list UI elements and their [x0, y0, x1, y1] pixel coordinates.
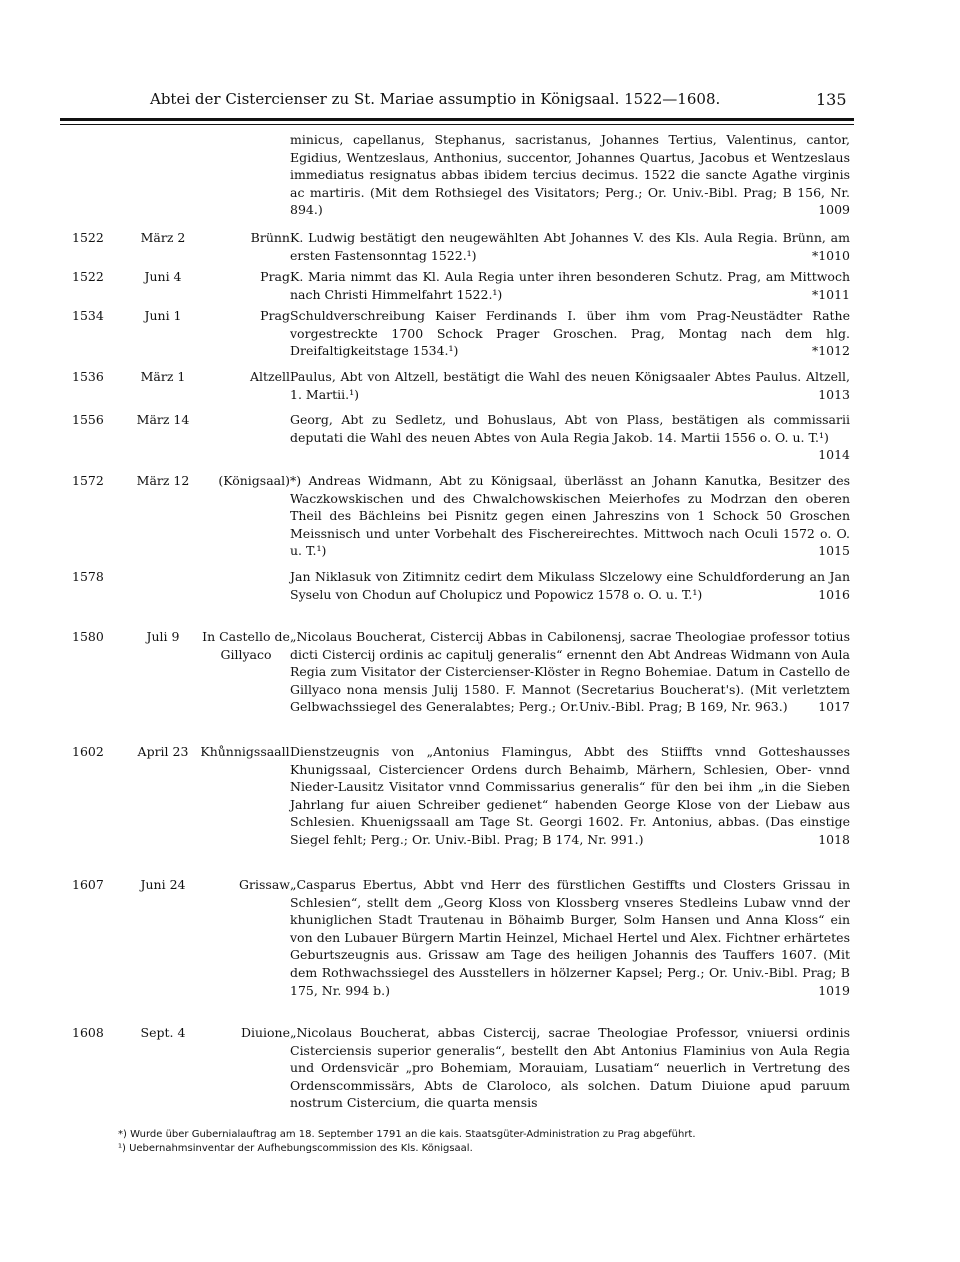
entry-date: April 23 [137, 744, 189, 759]
entry-text: K. Maria nimmt das Kl. Aula Regia unter ihren besonderen Schutz. Prag, am Mittwoch nach Christi Himmelfahrt 1522.¹) *1011 [290, 269, 850, 302]
entry-text: „Nicolaus Boucherat, Cistercij Abbas in Cabilonensj, sacrae Theologiae professor totius dicti Cistercij ordinis ac capitulj generalis“ ernennt den Abt Andreas Widmann von Aula Regia zum Visitator der Cistercienser-Klöster in Regno Bohemiae. Datum in Castello de Gillyaco nona mensis Julij 1580. F. Mannot (Secretarius Boucherat's). (Mit verletztem Gelbwachssiegel des Generalabtes; Perg.; Or.Univ.-Bibl. Prag; B 169, Nr. 963.) 1017 [290, 629, 850, 715]
entry-date: Juni 1 [144, 308, 182, 323]
footnote: *) Wurde über Gubernialauftrag am 18. September 1791 an die kais. Staatsgüter-Administration zu Prag abgeführt. [118, 1129, 696, 1140]
entry-text: „Nicolaus Boucherat, abbas Cistercij, sacrae Theologiae Professor, vniuersi ordinis Cisterciensis superior generalis“, bestellt den Abt Antonius Flaminius von Aula Regia und Ordensvicär „pro Bohemiam, Morauiam, Lusatiam“ neuerlich in Vertretung des Ordenscommissärs, Abts de Claroloco, als solchen. Datum Diuione apud paruum nostrum Cistercium, die quarta mensis [290, 1025, 850, 1111]
entry-number: 1016 [818, 586, 850, 602]
entry-year: 1556 [72, 412, 104, 427]
entry-place: Altzell [249, 369, 290, 384]
entry-number: 1015 [818, 543, 850, 559]
entry-date: Sept. 4 [140, 1025, 186, 1040]
entry-number: 1018 [818, 831, 850, 847]
entry-text: Georg, Abt zu Sedletz, und Bohuslaus, Abt von Plass, bestätigen als commissarii deputati die Wahl des neuen Abtes von Aula Regia Jakob. 14. Martii 1556 o. O. u. T.¹) 1014 [290, 412, 850, 463]
entry-date: März 2 [140, 230, 186, 245]
entry-number: 1009 [818, 202, 850, 218]
entry-year: 1608 [72, 1025, 104, 1040]
entry-text: Schuldverschreibung Kaiser Ferdinands I. über ihm vom Prag-Neustädter Rathe vorgestreckte 1700 Schock Prager Groschen. Prag, Montag nach dem hlg. Dreifaltigkeitstage 1534.¹) *1012 [290, 308, 850, 359]
entry-year: 1572 [72, 473, 104, 488]
entry-date: März 1 [140, 369, 186, 384]
entry-text: Paulus, Abt von Altzell, bestätigt die Wahl des neuen Königsaaler Abtes Paulus. Altzell, 1. Martii.¹) 1013 [290, 369, 850, 402]
entry-place: Khůnnigssaall [200, 744, 290, 759]
entry-date: Juli 9 [146, 629, 180, 644]
entry-number: 1013 [818, 386, 850, 402]
entry-date: Juni 4 [144, 269, 182, 284]
entry-number: 1019 [818, 982, 850, 998]
entry-year: 1578 [72, 569, 104, 584]
entry-year: 1522 [72, 269, 104, 284]
entry-text: Dienstzeugnis von „Antonius Flamingus, Abbt des Stiiffts vnnd Gotteshausses Khunigssaal, Cisterciencer Ordens durch Behaimb, Märhern, Schlesien, Ober- vnnd Nieder-Lausitz Visitator vnnd Commissarius generalis“ für den bei ihm „in die Sieben Jahrlang fur aiuen Schreiber gedienet“ habenden George Klose von der Liebaw aus Schlesien. Khuenigssaall am Tage St. Georgi 1602. Fr. Antonius, abbas. (Das einstige Siegel fehlt; Perg.; Or. Univ.-Bibl. Prag; B 174, Nr. 991.) 1018 [290, 744, 850, 847]
entry-year: 1602 [72, 744, 104, 759]
entry-date: März 14 [136, 412, 190, 427]
entry-number: *1012 [811, 343, 850, 359]
entry-number: 1014 [818, 447, 850, 463]
entry-year: 1534 [72, 308, 104, 323]
footnotes [118, 1128, 858, 1156]
entry-text: minicus, capellanus, Stephanus, sacristanus, Johannes Tertius, Valentinus, cantor, Egidius, Wentzeslaus, Anthonius, succentor, Johannes Quartus, Jacobus et Wentzeslaus immediatus resignatus abbas ibidem tercius decimus. 1522 die sancte Agathe virginis ac martiris. (Mit dem Rothsiegel des Visitators; Perg.; Or. Univ.-Bibl. Prag; B 156, Nr. 894.) 1009 [290, 132, 850, 218]
footnote: ¹) Uebernahmsinventar der Aufhebungscommission des Kls. Königsaal. [118, 1143, 473, 1154]
header-rule [60, 118, 854, 121]
page-number: 135 [816, 90, 847, 109]
entry-number: *1011 [811, 286, 850, 302]
entry-place: Prag [260, 308, 290, 323]
entry-place: (Königsaal) [218, 473, 290, 488]
entry-year: 1536 [72, 369, 104, 384]
entry-date: März 12 [136, 473, 190, 488]
entry-year: 1607 [72, 877, 104, 892]
entry-number: 1017 [818, 699, 850, 715]
entry-text: *) Andreas Widmann, Abt zu Königsaal, überlässt an Johann Kanutka, Besitzer des Waczkowskischen und des Chwalchowskischen Meierhofes zu Modrzan den oberen Theil des Bächleins bei Pisnitz gegen einen Jahreszins von 1 Schock 50 Groschen Meissnisch und unter Vorbehalt des Fischereirechtes. Mittwoch nach Oculi 1572 o. O. u. T.¹) 1015 [290, 473, 850, 559]
running-title: Abtei der Cistercienser zu St. Mariae assumptio in Königsaal. 1522—1608. [150, 90, 721, 108]
entry-place: Brünn [250, 230, 290, 245]
entry-number: *1010 [811, 247, 850, 263]
entry-date: Juni 24 [140, 877, 186, 892]
entry-place: In Castello de Gillyaco [202, 629, 290, 662]
entry-text: „Casparus Ebertus, Abbt vnd Herr des fürstlichen Gestiffts und Closters Grissau in Schlesien“, stellt dem „Georg Kloss von Klossberg vnseres Stedleins Lubaw vnnd der khuniglichen Stadt Trautenau in Böhaimb Burger, Solm Hansen und Anna Kloss“ ein von den Lubauer Bürgern Martin Heinzel, Michael Hertel und Alex. Fichtner erhärtetes Geburtszeugnis aus. Grissaw am Tage des heiligen Johannis des Tauffers 1607. (Mit dem Rothwachssiegel des Ausstellers in hölzerner Kapsel; Perg.; Or. Univ.-Bibl. Prag; B 175, Nr. 994 b.) 1019 [290, 877, 850, 998]
entry-place: Grissaw [239, 877, 290, 892]
entry-place: Prag [260, 269, 290, 284]
entry-place: Diuione [240, 1025, 290, 1040]
entry-text: K. Ludwig bestätigt den neugewählten Abt Johannes V. des Kls. Aula Regia. Brünn, am ersten Fastensonntag 1522.¹) *1010 [290, 230, 850, 263]
entry-text: Jan Niklasuk von Zitimnitz cedirt dem Mikulass Slczelowy eine Schuldforderung an Jan Syselu von Chodun auf Cholupicz und Popowicz 1578 o. O. u. T.¹) 1016 [290, 569, 850, 602]
header-rule-thin [60, 124, 854, 125]
entry-year: 1522 [72, 230, 104, 245]
entry-year: 1580 [72, 629, 104, 644]
